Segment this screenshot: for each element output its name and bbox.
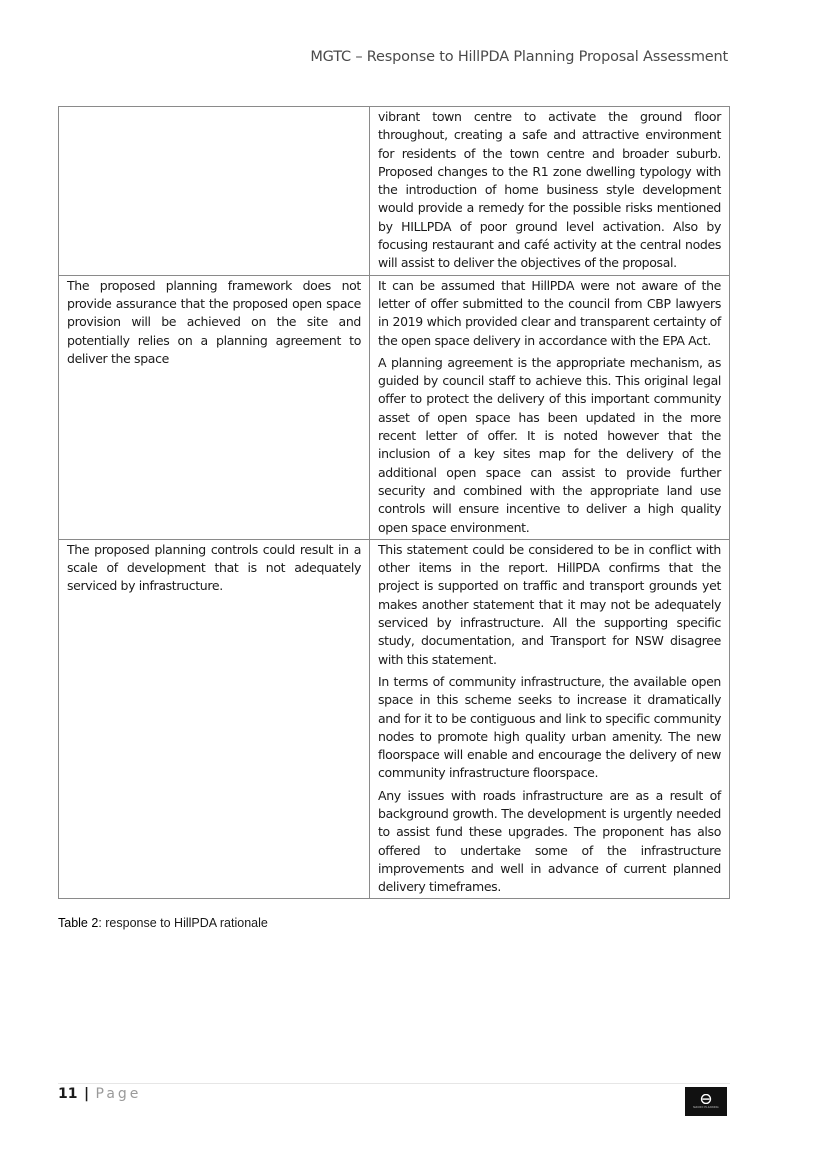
table-cell-issue: The proposed planning controls could result in a scale of development that is not adequately serviced by infrastructure. — [59, 539, 370, 899]
table-cell-response — [370, 275, 730, 539]
company-logo — [685, 1087, 727, 1116]
logo-text: MACRO PLANNING — [693, 1106, 719, 1109]
page-number — [58, 1086, 141, 1102]
response-table — [58, 106, 730, 899]
page-word: Page — [95, 1086, 142, 1102]
response-paragraph: A planning agreement is the appropriate mechanism, as guided by council staff to achieve this. This original legal offer to protect the delivery of this important community asset of open space has been updated in the more recent letter of offer. It is noted however that the inclusion of a key sites map for the delivery of the additional open space can assist to provide further security and combined with the appropriate land use controls will ensure incentive to deliver a high quality open space environment. — [378, 354, 721, 535]
response-paragraph: It can be assumed that HillPDA were not aware of the letter of offer submitted to the council from CBP lawyers in 2019 which provided clear and transparent certainty of the open space delivery in accordance with the EPA Act. — [378, 277, 721, 348]
response-paragraph: Any issues with roads infrastructure are as a result of background growth. The development is urgently needed to assist fund these upgrades. The proponent has also offered to undertake some of the infrastructure improvements and well in advance of current planned delivery timeframes. — [378, 787, 721, 895]
response-paragraph: vibrant town centre to activate the ground floor throughout, creating a safe and attractive environment for residents of the town centre and broader suburb. Proposed changes to the R1 zone dwelling typology with the introduction of home business style development would provide a remedy for the possible risks mentioned by HILLPDA of poor ground level activation. Also by focusing restaurant and café activity at the central nodes will assist to deliver the objectives of the proposal. — [378, 109, 721, 271]
table-cell-response — [370, 539, 730, 899]
logo-mark-icon — [700, 1094, 712, 1104]
table-row — [59, 539, 730, 899]
table-cell-issue — [59, 107, 370, 276]
table-row — [59, 107, 730, 276]
response-paragraph: This statement could be considered to be in conflict with other items in the report. HillPDA confirms that the project is supported on traffic and transport grounds yet makes another statement that it may not be adequately serviced by infrastructure. All the supporting specific study, documentation, and Transport for NSW disagree with this statement. — [378, 541, 721, 667]
response-paragraph: In terms of community infrastructure, the available open space in this scheme seeks to increase it dramatically and for it to be contiguous and link to specific community nodes to promote high quality urban amenity. The new floorspace will enable and encourage the delivery of new community infrastructure floorspace. — [378, 673, 721, 781]
table-caption — [58, 916, 268, 930]
page-number-separator: | — [83, 1086, 90, 1102]
table-row — [59, 275, 730, 539]
table-cell-issue: The proposed planning framework does not provide assurance that the proposed open space provision will be achieved on the site and potentially relies on a planning agreement to deliver the space — [59, 275, 370, 539]
caption-label: Table 2 — [58, 916, 99, 930]
page-number-value: 11 — [58, 1086, 78, 1102]
document-header: MGTC – Response to HillPDA Planning Proposal Assessment — [310, 49, 728, 65]
footer-divider — [58, 1083, 730, 1084]
caption-text: : response to HillPDA rationale — [98, 916, 268, 930]
table-cell-response — [370, 107, 730, 276]
